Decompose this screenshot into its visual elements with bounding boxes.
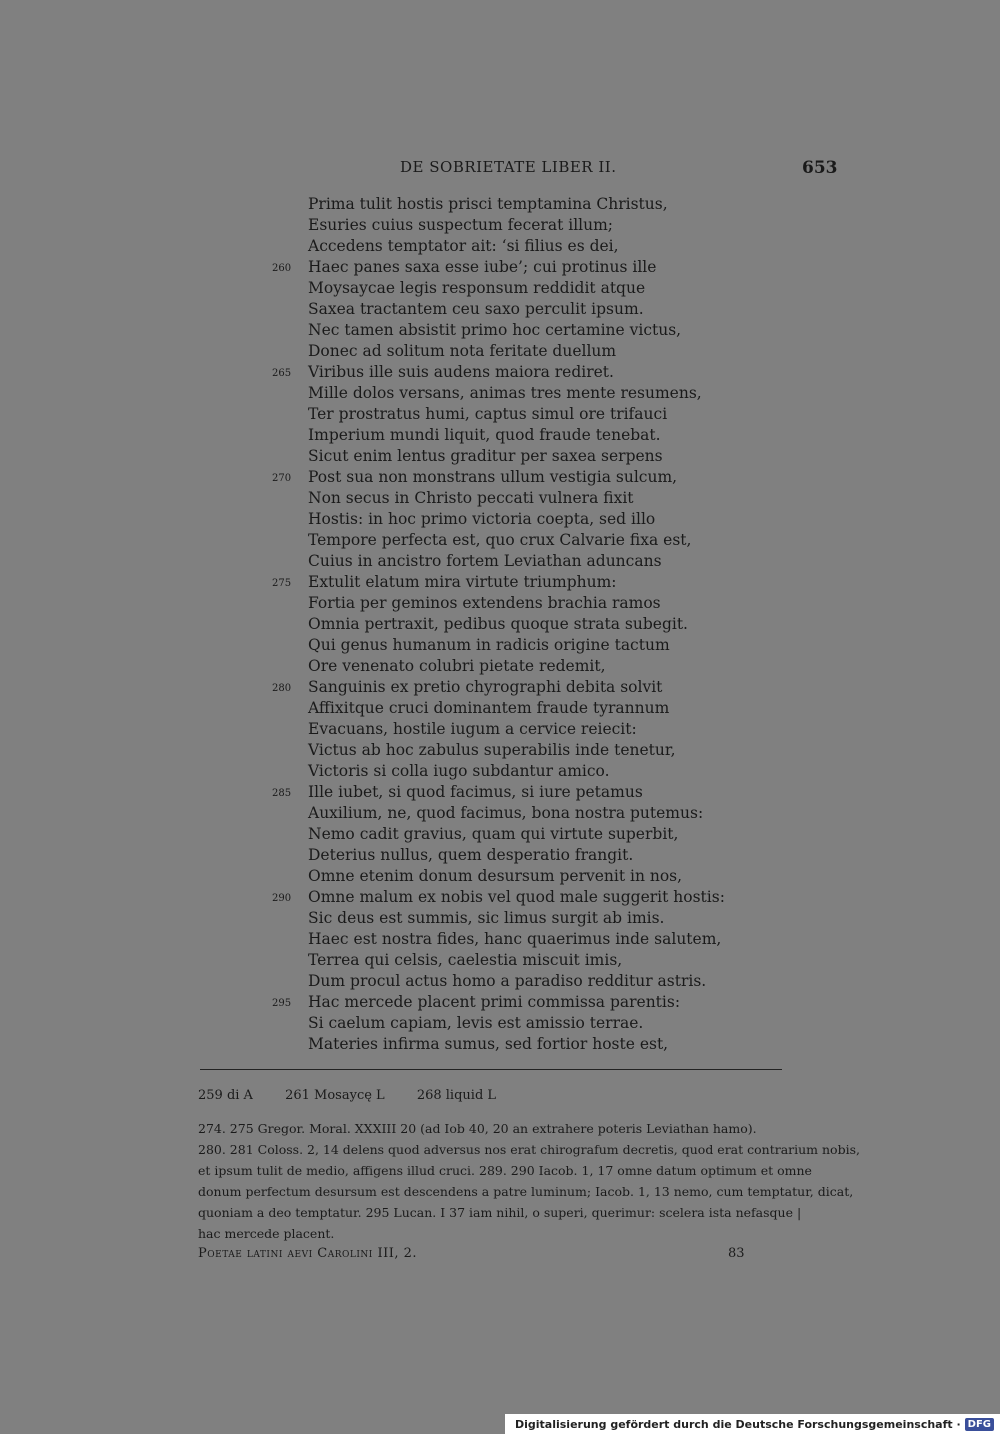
verse-text-line: Ter prostratus humi, captus simul ore trifauci — [308, 405, 668, 423]
line-number: 295 — [272, 998, 292, 1009]
page-footer — [198, 1246, 778, 1268]
verse-line — [268, 698, 788, 719]
note-line: 280. 281 Coloss. 2, 14 delens quod adversus nos erat chirografum decretis, quod erat contrarium nobis, — [198, 1142, 860, 1157]
verse-text-line: Saxea tractantem ceu saxo perculit ipsum. — [308, 300, 644, 318]
verse-line — [268, 488, 788, 509]
note-line: hac mercede placent. — [198, 1226, 335, 1241]
verse-text-line: Moysaycae legis responsum reddidit atque — [308, 279, 646, 297]
verse-line — [268, 404, 788, 425]
note-line: donum perfectum desursum est descendens a patre luminum; Iacob. 1, 13 nemo, cum temptatur, dicat, — [198, 1184, 854, 1199]
line-number: 265 — [272, 368, 292, 379]
verse-line — [268, 593, 788, 614]
verse-text-line: Auxilium, ne, quod facimus, bona nostra putemus: — [308, 804, 704, 822]
verse-line — [268, 467, 788, 488]
verse-line — [268, 236, 788, 257]
verse-line — [268, 425, 788, 446]
verse-text-line: Omne malum ex nobis vel quod male suggerit hostis: — [308, 888, 725, 906]
verse-line — [268, 677, 788, 698]
verse-line — [268, 299, 788, 320]
line-number: 280 — [272, 683, 292, 694]
verse-text-line: Sicut enim lentus graditur per saxea serpens — [308, 447, 663, 465]
verse-text-line: Non secus in Christo peccati vulnera fixit — [308, 489, 634, 507]
verse-text-line: Omne etenim donum desursum pervenit in nos, — [308, 867, 683, 885]
sheet-signature: 83 — [728, 1246, 745, 1261]
running-title: DE SOBRIETATE LIBER II. — [400, 158, 617, 176]
verse-text-line: Accedens temptator ait: ‘si filius es dei, — [308, 237, 619, 255]
verse-text-line: Haec est nostra fides, hanc quaerimus inde salutem, — [308, 930, 722, 948]
verse-line — [268, 761, 788, 782]
critical-apparatus — [198, 1088, 524, 1103]
verse-line — [268, 362, 788, 383]
verse-text-line: Viribus ille suis audens maiora rediret. — [308, 363, 614, 381]
apparatus-entry: 261 Mosaycę L — [285, 1088, 385, 1103]
verse-text-line: Terrea qui celsis, caelestia miscuit imis, — [308, 951, 623, 969]
verse-line — [268, 572, 788, 593]
footnote-rule — [200, 1069, 782, 1070]
verse-line — [268, 278, 788, 299]
verse-text-line: Ore venenato colubri pietate redemit, — [308, 657, 606, 675]
verse-text-line: Si caelum capiam, levis est amissio terrae. — [308, 1014, 644, 1032]
verse-line — [268, 845, 788, 866]
verse-text-line: Nec tamen absistit primo hoc certamine victus, — [308, 321, 682, 339]
apparatus-entry: 268 liquid L — [416, 1088, 497, 1103]
note-line: quoniam a deo temptatur. 295 Lucan. I 37 iam nihil, o superi, querimur: scelera ista nefasque | — [198, 1205, 802, 1220]
verse-text-line: Ille iubet, si quod facimus, si iure petamus — [308, 783, 643, 801]
verse-text-line: Qui genus humanum in radicis origine tactum — [308, 636, 670, 654]
verse-text-line: Donec ad solitum nota feritate duellum — [308, 342, 617, 360]
verse-text-line: Tempore perfecta est, quo crux Calvarie fixa est, — [308, 531, 692, 549]
verse-text-line: Dum procul actus homo a paradiso redditur astris. — [308, 972, 707, 990]
note-line: 274. 275 Gregor. Moral. XXXIII 20 (ad Iob 40, 20 an extrahere poteris Leviathan hamo). — [198, 1121, 757, 1136]
line-number: 285 — [272, 788, 292, 799]
source-notes — [198, 1118, 860, 1244]
verse-line — [268, 257, 788, 278]
verse-line — [268, 635, 788, 656]
verse-line — [268, 971, 788, 992]
dfg-logo: DFG — [965, 1418, 994, 1431]
verse-text-line: Cuius in ancistro fortem Leviathan aduncans — [308, 552, 662, 570]
verse-text-line: Nemo cadit gravius, quam qui virtute superbit, — [308, 825, 679, 843]
note-line: et ipsum tulit de medio, affigens illud cruci. 289. 290 Iacob. 1, 17 omne datum optimum et omne — [198, 1163, 812, 1178]
verse-line — [268, 1034, 788, 1055]
verse-line — [268, 341, 788, 362]
verse-line — [268, 509, 788, 530]
verse-line — [268, 719, 788, 740]
verse-line — [268, 782, 788, 803]
page-header — [0, 158, 1000, 182]
verse-line — [268, 215, 788, 236]
verse-text-line: Hostis: in hoc primo victoria coepta, sed illo — [308, 510, 656, 528]
verse-line — [268, 992, 788, 1013]
line-number: 290 — [272, 893, 292, 904]
series-title: Poetae latini aevi Carolini III, 2. — [198, 1246, 418, 1261]
verse-line — [268, 929, 788, 950]
line-number: 260 — [272, 263, 292, 274]
verse-text-line: Victus ab hoc zabulus superabilis inde tenetur, — [308, 741, 676, 759]
verse-line — [268, 950, 788, 971]
verse-line — [268, 887, 788, 908]
verse-line — [268, 824, 788, 845]
verse-text-line: Deterius nullus, quem desperatio frangit. — [308, 846, 634, 864]
verse-text-line: Hac mercede placent primi commissa parentis: — [308, 993, 681, 1011]
verse-line — [268, 320, 788, 341]
funding-credit-text: Digitalisierung gefördert durch die Deutsche Forschungsgemeinschaft · — [514, 1417, 961, 1431]
verse-text-line: Evacuans, hostile iugum a cervice reiecit: — [308, 720, 637, 738]
verse-line — [268, 866, 788, 887]
verse-text-line: Materies infirma sumus, sed fortior hoste est, — [308, 1035, 669, 1053]
verse-line — [268, 656, 788, 677]
verse-text-line: Esuries cuius suspectum fecerat illum; — [308, 216, 614, 234]
verse-line — [268, 908, 788, 929]
verse-text-line: Mille dolos versans, animas tres mente resumens, — [308, 384, 702, 402]
line-number: 270 — [272, 473, 292, 484]
verse-text-line: Affixitque cruci dominantem fraude tyrannum — [308, 699, 670, 717]
apparatus-entry: 259 di A — [198, 1088, 253, 1103]
verse-text — [268, 194, 788, 1055]
verse-text-line: Omnia pertraxit, pedibus quoque strata subegit. — [308, 615, 688, 633]
verse-text-line: Imperium mundi liquit, quod fraude tenebat. — [308, 426, 661, 444]
verse-text-line: Fortia per geminos extendens brachia ramos — [308, 594, 661, 612]
verse-text-line: Prima tulit hostis prisci temptamina Christus, — [308, 195, 668, 213]
verse-text-line: Sanguinis ex pretio chyrographi debita solvit — [308, 678, 663, 696]
verse-line — [268, 194, 788, 215]
verse-text-line: Sic deus est summis, sic limus surgit ab imis. — [308, 909, 665, 927]
verse-text-line: Post sua non monstrans ullum vestigia sulcum, — [308, 468, 678, 486]
verse-line — [268, 530, 788, 551]
verse-line — [268, 446, 788, 467]
verse-text-line: Haec panes saxa esse iube’; cui protinus ille — [308, 258, 657, 276]
verse-line — [268, 383, 788, 404]
verse-line — [268, 551, 788, 572]
verse-line — [268, 1013, 788, 1034]
verse-line — [268, 614, 788, 635]
line-number: 275 — [272, 578, 292, 589]
verse-line — [268, 740, 788, 761]
page-number: 653 — [802, 158, 838, 178]
verse-line — [268, 803, 788, 824]
verse-text-line: Extulit elatum mira virtute triumphum: — [308, 573, 617, 591]
funding-credit-bar — [505, 1414, 1000, 1434]
verse-text-line: Victoris si colla iugo subdantur amico. — [308, 762, 610, 780]
